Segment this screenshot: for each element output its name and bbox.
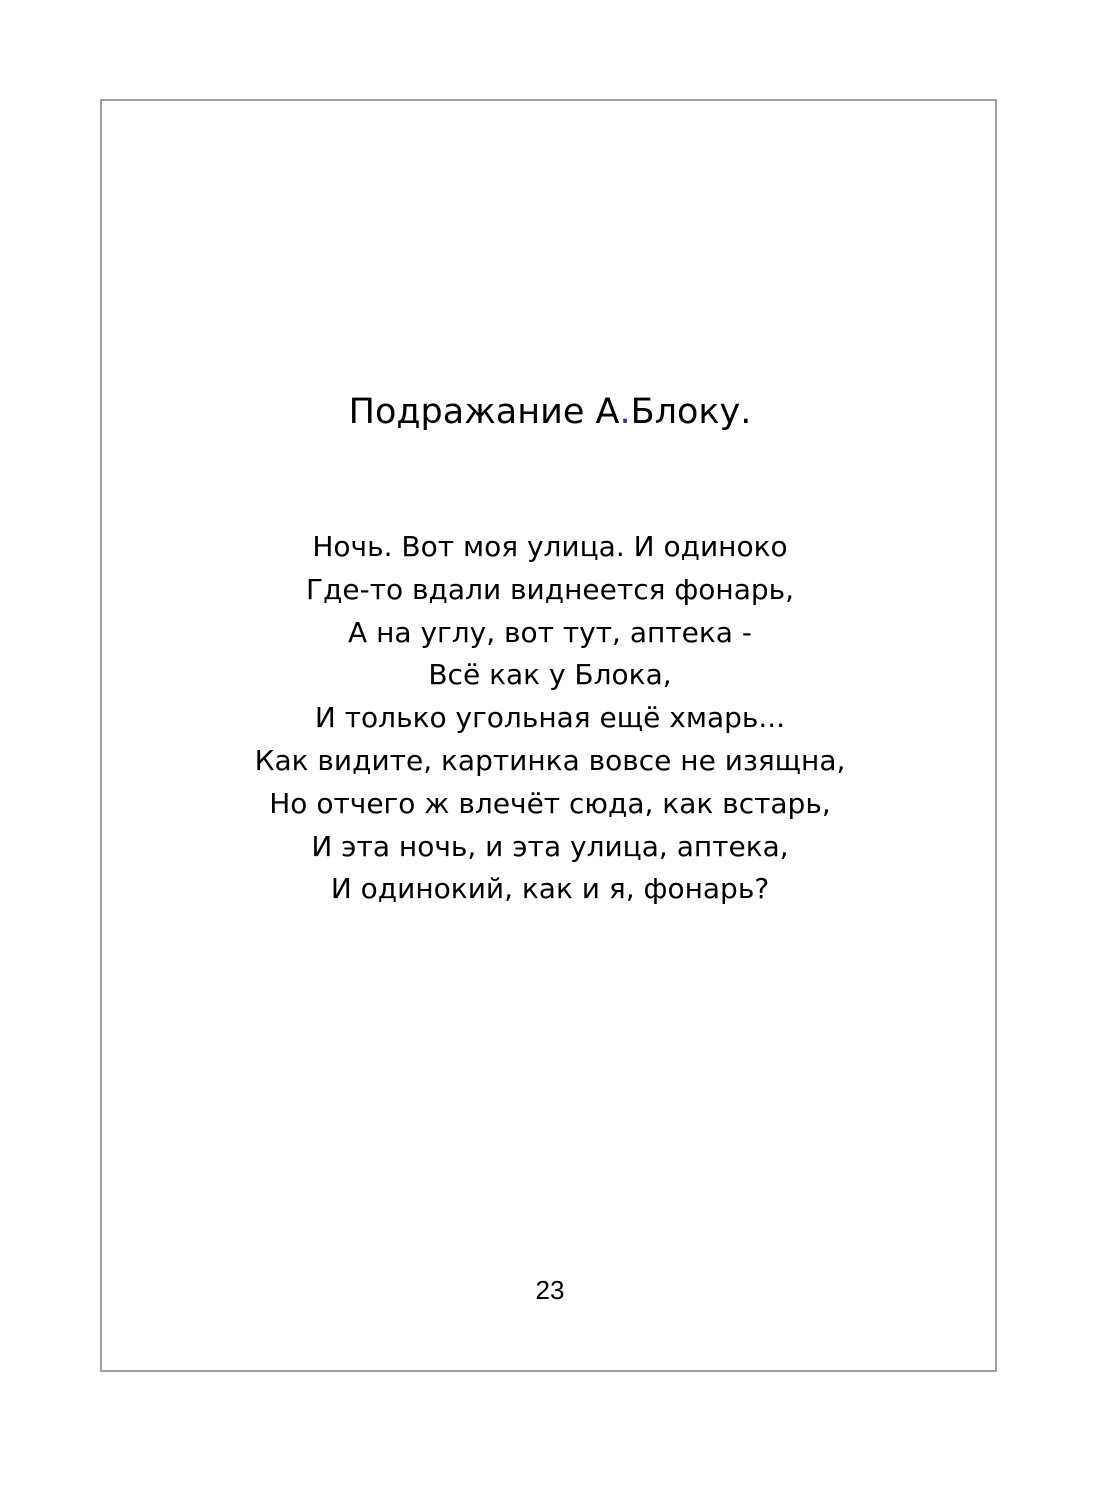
title-text-start: Подражание А bbox=[348, 392, 620, 432]
poem-body bbox=[0, 526, 1100, 911]
title-text-end: Блоку. bbox=[630, 392, 752, 432]
poem-line: И только угольная ещё хмарь... bbox=[314, 701, 786, 735]
page-number: 23 bbox=[535, 1275, 565, 1305]
poem-line: Всё как у Блока, bbox=[428, 658, 672, 692]
poem-line: И одинокий, как и я, фонарь? bbox=[330, 872, 770, 906]
poem-line: Где-то вдали виднеется фонарь, bbox=[305, 572, 795, 606]
poem-line: И эта ночь, и эта улица, аптека, bbox=[311, 829, 789, 863]
title-dot: . bbox=[619, 392, 631, 432]
poem-line: Как видите, картинка вовсе не изящна, bbox=[254, 743, 846, 777]
poem-line: Ночь. Вот моя улица. И одиноко bbox=[312, 530, 788, 563]
poem-title bbox=[0, 388, 1100, 436]
poem-line: А на углу, вот тут, аптека - bbox=[348, 615, 752, 649]
poem-line: Но отчего ж влечёт сюда, как встарь, bbox=[269, 786, 831, 820]
